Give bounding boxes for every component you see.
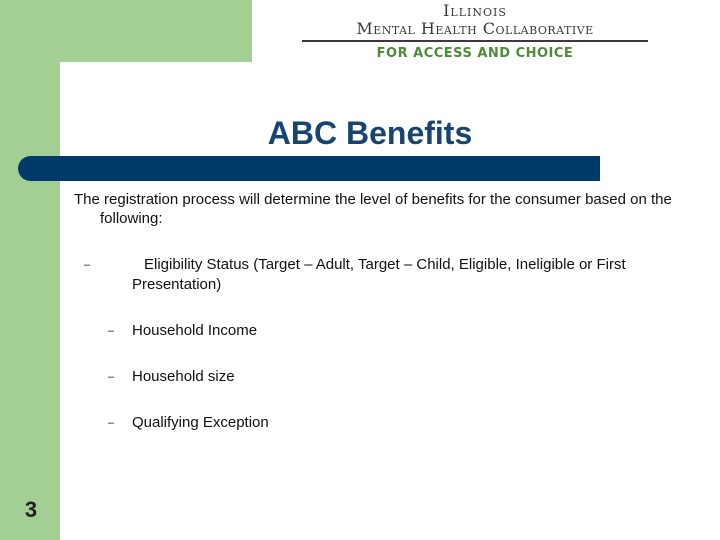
organization-logo <box>300 0 650 62</box>
left-green-band <box>0 0 60 540</box>
bullet-text: Household size <box>132 368 235 385</box>
logo-divider <box>302 40 648 42</box>
page-number: 3 <box>24 497 38 522</box>
bullet-text: Eligibility Status (Target – Adult, Target – Child, Eligible, Ineligible or First Presentation) <box>132 256 626 294</box>
bullet-dash: – <box>108 417 115 430</box>
bullet-dash: – <box>84 259 91 272</box>
bullet-item <box>84 255 668 295</box>
logo-line-illinois: Illinois <box>443 1 507 20</box>
slide-title: ABC Benefits <box>267 115 473 151</box>
bullet-text: Qualifying Exception <box>132 414 269 431</box>
bullet-item <box>108 321 668 341</box>
intro-paragraph: The registration process will determine the level of benefits for the consumer based on the following: <box>74 191 672 227</box>
bullet-dash: – <box>108 325 115 338</box>
title-underline-bar <box>18 156 600 181</box>
top-green-band <box>0 0 252 62</box>
logo-line-collaborative: Mental Health Collaborative <box>356 19 594 38</box>
bullet-text: Household Income <box>132 322 258 339</box>
logo-tagline: FOR ACCESS AND CHOICE <box>376 46 574 61</box>
bullet-item <box>108 413 668 433</box>
bullet-dash: – <box>108 371 115 384</box>
bullet-item <box>108 367 668 387</box>
